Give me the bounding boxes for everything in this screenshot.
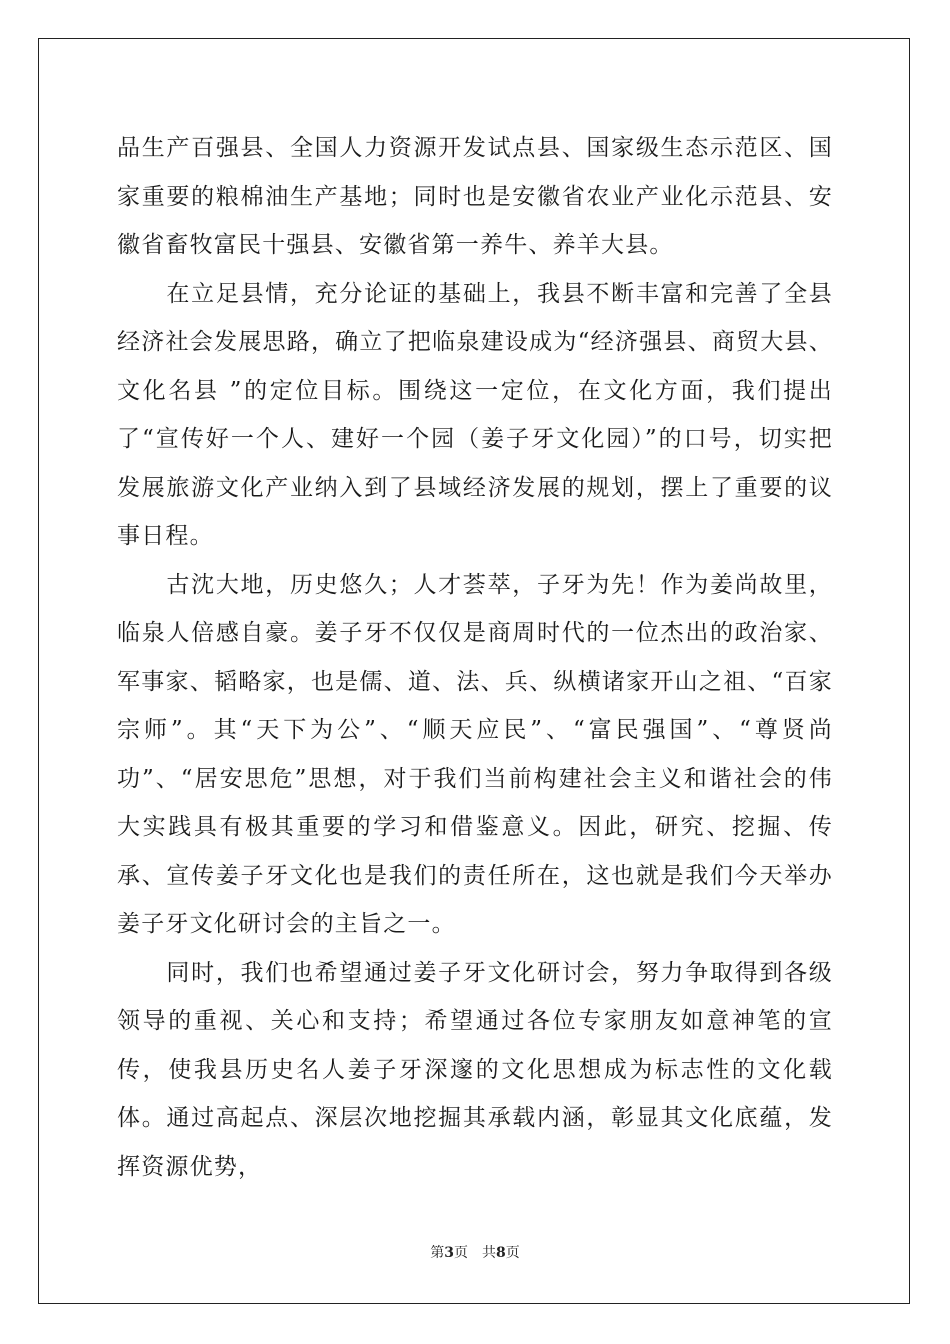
page-prefix: 第 [430,1245,445,1261]
page-footer [0,1242,950,1262]
document-body [117,124,833,1191]
paragraph: 同时，我们也希望通过姜子牙文化研讨会，努力争取得到各级领导的重视、关心和支持；希望通过各位专家朋友如意神笔的宣传，使我县历史名人姜子牙深邃的文化思想成为标志性的文化载体。通过高起点、深层次地挖掘其承载内涵，彰显其文化底蕴，发挥资源优势， [117,959,833,1180]
total-suffix: 页 [505,1245,520,1261]
paragraph: 品生产百强县、全国人力资源开发试点县、国家级生态示范区、国家重要的粮棉油生产基地；同时也是安徽省农业产业化示范县、安徽省畜牧富民十强县、安徽省第一养牛、养羊大县。 [117,135,833,258]
page-suffix: 页 共 [454,1245,496,1261]
total-pages-number: 8 [496,1245,506,1261]
current-page-number: 3 [444,1245,454,1261]
paragraph: 古沈大地，历史悠久；人才荟萃，子牙为先！作为姜尚故里，临泉人倍感自豪。姜子牙不仅仅是商周时代的一位杰出的政治家、军事家、韬略家，也是儒、道、法、兵、纵横诸家开山之祖、“百家宗师”。其“天下为公”、“顺天应民”、“富民强国”、“尊贤尚功”、“居安思危”思想，对于我们当前构建社会主义和谐社会的伟大实践具有极其重要的学习和借鉴意义。因此，研究、挖掘、传承、宣传姜子牙文化也是我们的责任所在，这也就是我们今天举办姜子牙文化研讨会的主旨之一。 [117,571,833,937]
paragraph: 在立足县情，充分论证的基础上，我县不断丰富和完善了全县经济社会发展思路，确立了把临泉建设成为“经济强县、商贸大县、文化名县 ”的定位目标。围绕这一定位，在文化方面，我们提出了“宣传好一个人、建好一个园（姜子牙文化园）”的口号，切实把发展旅游文化产业纳入到了县域经济发展的规划，摆上了重要的议事日程。 [117,280,833,549]
